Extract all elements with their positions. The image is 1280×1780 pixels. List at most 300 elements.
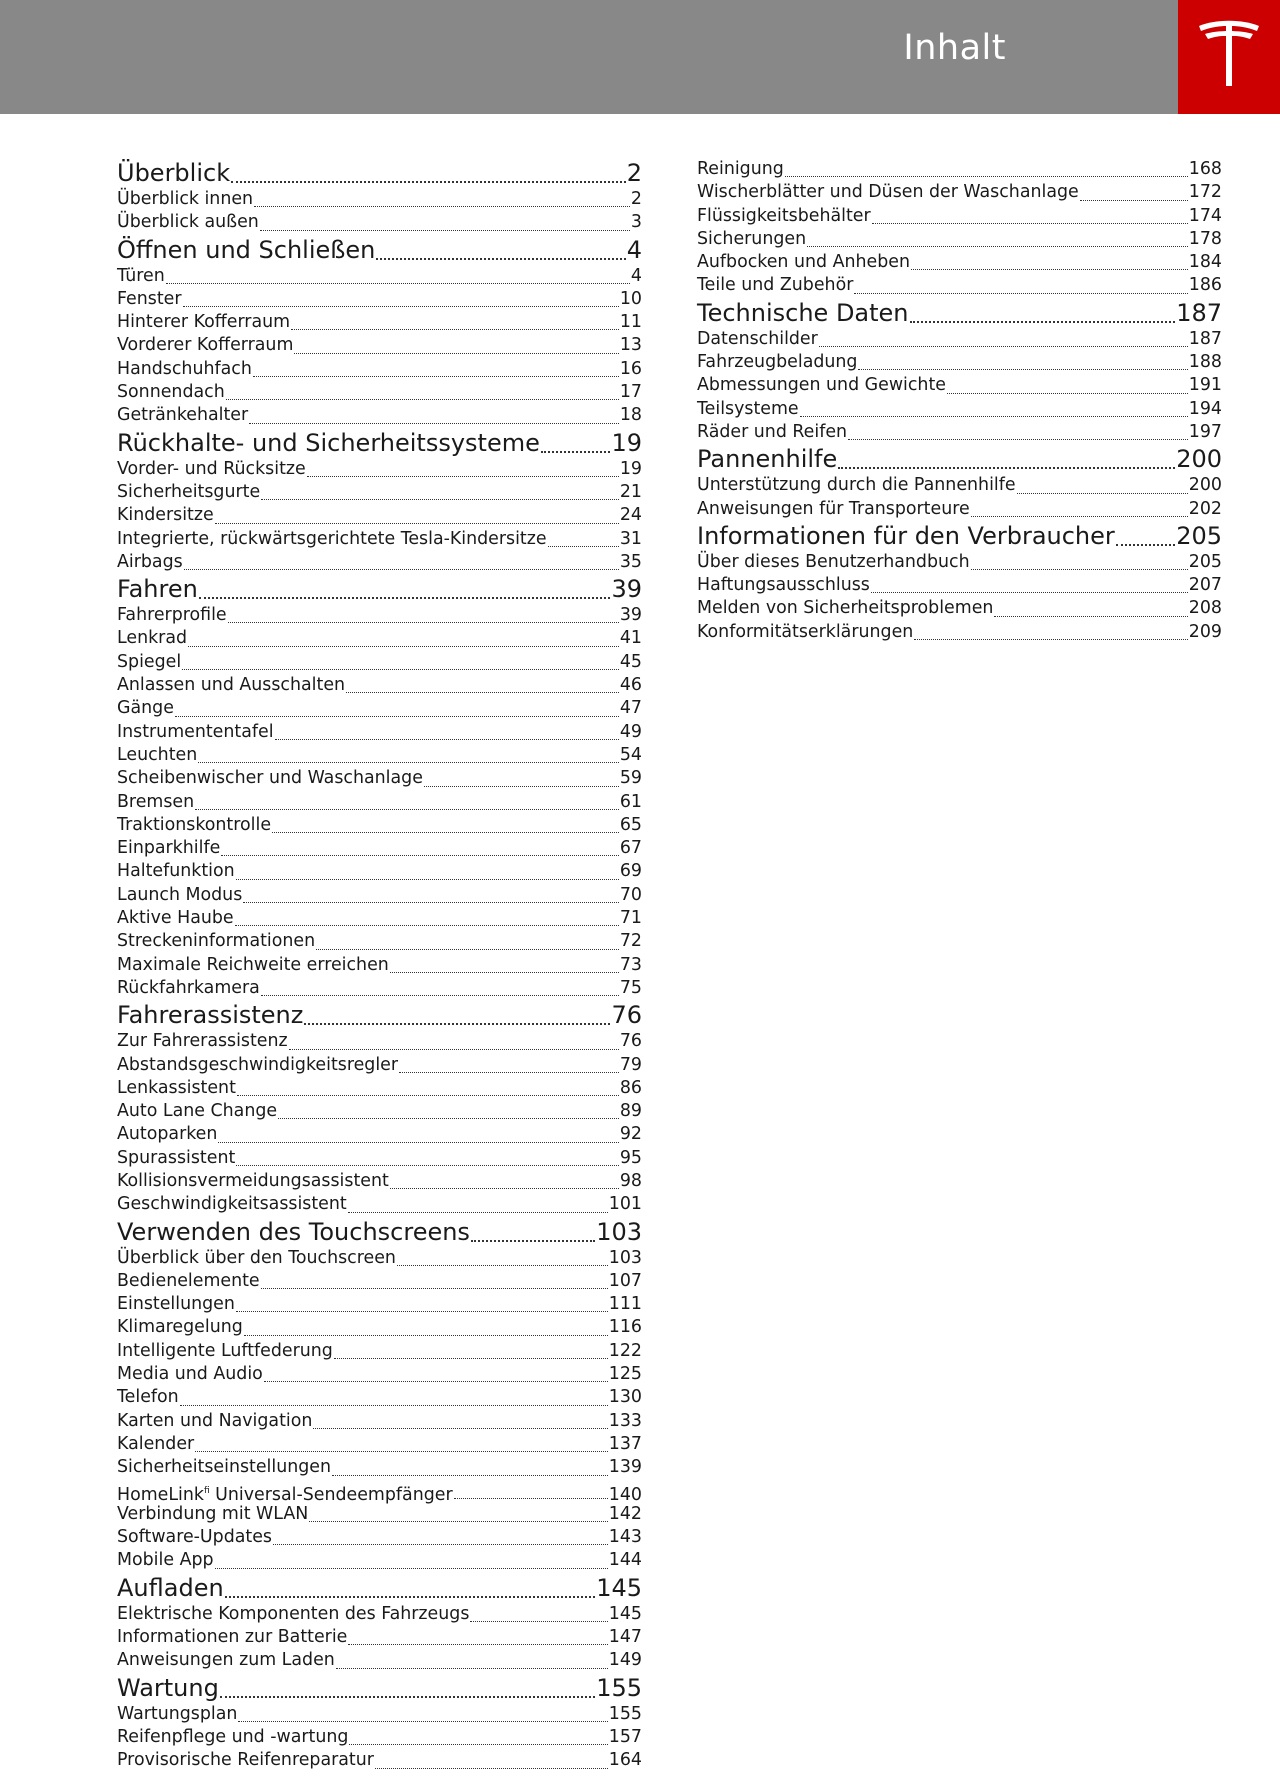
logo-box: [1178, 0, 1280, 114]
toc-page-number: 79: [619, 1054, 642, 1075]
toc-section-entry[interactable]: [117, 551, 642, 574]
toc-page-number: 207: [1188, 575, 1222, 596]
toc-section-entry[interactable]: [117, 288, 642, 311]
toc-section-entry[interactable]: [117, 1077, 642, 1100]
toc-section-entry[interactable]: [117, 1293, 642, 1316]
toc-page-number: 89: [619, 1101, 642, 1122]
toc-page-number: 155: [608, 1703, 642, 1724]
dot-leader: [294, 334, 618, 357]
toc-entry-label: HomeLink$^{fi}$ Universal-Sendeempfänger: [117, 1484, 453, 1505]
toc-section-entry[interactable]: [117, 1193, 642, 1216]
toc-entry-label: Traktionskontrolle: [117, 814, 272, 835]
toc-left-column: [117, 158, 642, 1773]
dot-leader: [195, 791, 619, 814]
toc-section-entry[interactable]: [697, 474, 1222, 497]
toc-entry-label: Spurassistent: [117, 1147, 236, 1168]
toc-page-number: 137: [608, 1433, 642, 1454]
toc-page-number: 49: [619, 721, 642, 742]
toc-entry-label: Sicherheitsgurte: [117, 481, 261, 502]
toc-page-number: 18: [619, 405, 642, 426]
dot-leader: [237, 1077, 619, 1100]
toc-page-number: 172: [1188, 182, 1222, 203]
toc-page-number: 184: [1188, 252, 1222, 273]
toc-section-entry[interactable]: [117, 334, 642, 357]
toc-page-number: 116: [608, 1317, 642, 1338]
toc-page-number: 205: [1176, 521, 1222, 550]
toc-section-entry[interactable]: [117, 1030, 642, 1053]
toc-section-entry[interactable]: [117, 358, 642, 381]
toc-section-entry[interactable]: [117, 1247, 642, 1270]
toc-entry-label: Datenschilder: [697, 328, 818, 349]
toc-section-entry[interactable]: [117, 1626, 642, 1649]
dot-leader: [304, 1000, 610, 1030]
toc-page-number: 103: [608, 1247, 642, 1268]
toc-section-entry[interactable]: [697, 158, 1222, 181]
toc-page-number: 2: [626, 159, 642, 187]
dot-leader: [183, 288, 619, 311]
toc-page-number: 10: [619, 288, 642, 309]
toc-section-entry[interactable]: [697, 421, 1222, 444]
dot-leader: [332, 1456, 608, 1479]
toc-entry-label: Vorderer Kofferraum: [117, 335, 294, 356]
dot-leader: [215, 1549, 608, 1572]
toc-entry-label: Einparkhilfe: [117, 838, 221, 859]
toc-entry-label: Fahren: [117, 575, 198, 604]
toc-entry-label: Anweisungen zum Laden: [117, 1650, 335, 1671]
toc-entry-label: Räder und Reifen: [697, 421, 848, 442]
toc-entry-label: Launch Modus: [117, 884, 243, 905]
toc-page-number: 75: [619, 977, 642, 998]
toc-entry-label: Türen: [117, 265, 165, 286]
toc-page-number: 139: [608, 1457, 642, 1478]
toc-chapter-entry[interactable]: [117, 158, 642, 188]
toc-section-entry[interactable]: [697, 374, 1222, 397]
toc-section-entry[interactable]: [117, 744, 642, 767]
dot-leader: [376, 235, 625, 265]
toc-page-number: 143: [608, 1527, 642, 1548]
dot-leader: [226, 381, 619, 404]
toc-section-entry[interactable]: [117, 627, 642, 650]
toc-section-entry[interactable]: [117, 651, 642, 674]
dot-leader: [541, 428, 611, 458]
toc-section-entry[interactable]: [117, 674, 642, 697]
toc-entry-label: Sicherheitseinstellungen: [117, 1457, 332, 1478]
toc-page-number: 65: [619, 814, 642, 835]
toc-section-entry[interactable]: [117, 528, 642, 551]
toc-page-number: 133: [608, 1410, 642, 1431]
toc-section-entry[interactable]: [117, 1480, 642, 1503]
dot-leader: [346, 674, 619, 697]
toc-section-entry[interactable]: [697, 328, 1222, 351]
toc-page-number: 47: [619, 698, 642, 719]
dot-leader: [273, 1526, 608, 1549]
toc-page-number: 200: [1176, 445, 1222, 474]
toc-entry-label: Software-Updates: [117, 1527, 272, 1548]
toc-entry-label: Airbags: [117, 551, 183, 572]
toc-section-entry[interactable]: [697, 551, 1222, 574]
toc-entry-label: Rückfahrkamera: [117, 977, 260, 998]
dot-leader: [261, 481, 619, 504]
toc-page-number: 11: [619, 312, 642, 333]
toc-entry-label: Haftungsausschluss: [697, 575, 870, 596]
toc-entry-label: Intelligente Luftfederung: [117, 1340, 333, 1361]
toc-page-number: 174: [1188, 205, 1222, 226]
dot-leader: [243, 884, 619, 907]
toc-section-entry[interactable]: [117, 1456, 642, 1479]
dot-leader: [858, 351, 1187, 374]
dot-leader: [236, 1147, 619, 1170]
dot-leader: [348, 1193, 608, 1216]
toc-entry-label: Elektrische Komponenten des Fahrzeugs: [117, 1603, 470, 1624]
toc-entry-label: Aufladen: [117, 1573, 224, 1602]
toc-entry-label: Karten und Navigation: [117, 1410, 313, 1431]
toc-section-entry[interactable]: [697, 181, 1222, 204]
toc-section-entry[interactable]: [117, 1433, 642, 1456]
toc-page-number: 54: [619, 744, 642, 765]
toc-section-entry[interactable]: [117, 721, 642, 744]
toc-page-number: 164: [608, 1750, 642, 1771]
dot-leader: [244, 1316, 608, 1339]
dot-leader: [838, 444, 1175, 474]
dot-leader: [819, 328, 1188, 351]
dot-leader: [349, 1726, 607, 1749]
toc-section-entry[interactable]: [697, 274, 1222, 297]
toc-entry-label: Zur Fahrerassistenz: [117, 1031, 288, 1052]
toc-section-entry[interactable]: [117, 791, 642, 814]
toc-page-number: 142: [608, 1503, 642, 1524]
toc-section-entry[interactable]: [117, 1123, 642, 1146]
dot-leader: [215, 504, 619, 527]
toc-section-entry[interactable]: [697, 228, 1222, 251]
toc-page-number: 67: [619, 838, 642, 859]
tesla-logo-icon: [1197, 20, 1261, 88]
toc-page-number: 3: [630, 212, 642, 233]
dot-leader: [470, 1603, 607, 1626]
toc-chapter-entry[interactable]: [117, 1573, 642, 1603]
toc-entry-label: Wartungsplan: [117, 1703, 238, 1724]
toc-entry-label: Kollisionsvermeidungsassistent: [117, 1170, 389, 1191]
dot-leader: [785, 158, 1188, 181]
toc-entry-label: Bremsen: [117, 791, 195, 812]
toc-page-number: 21: [619, 481, 642, 502]
toc-section-entry[interactable]: [117, 1549, 642, 1572]
toc-entry-label: Haltefunktion: [117, 861, 235, 882]
toc-section-entry[interactable]: [117, 1386, 642, 1409]
toc-section-entry[interactable]: [697, 251, 1222, 274]
toc-entry-label: Konformitätserklärungen: [697, 621, 914, 642]
dot-leader: [236, 1293, 608, 1316]
toc-entry-label: Getränkehalter: [117, 405, 249, 426]
toc-entry-label: Aufbocken und Anheben: [697, 252, 910, 273]
toc-chapter-entry[interactable]: [697, 521, 1222, 551]
toc-section-entry[interactable]: [117, 930, 642, 953]
toc-section-entry[interactable]: [117, 1147, 642, 1170]
toc-section-entry[interactable]: [117, 458, 642, 481]
toc-page-number: 41: [619, 628, 642, 649]
toc-entry-label: Überblick innen: [117, 189, 254, 209]
toc-chapter-entry[interactable]: [117, 1217, 642, 1247]
toc-section-entry[interactable]: [117, 697, 642, 720]
toc-page-number: 4: [630, 265, 642, 286]
toc-entry-label: Technische Daten: [697, 298, 909, 327]
toc-section-entry[interactable]: [117, 1726, 642, 1749]
toc-page-number: 186: [1188, 275, 1222, 296]
dot-leader: [911, 251, 1188, 274]
toc-section-entry[interactable]: [117, 1749, 642, 1772]
dot-leader: [249, 404, 619, 427]
dot-leader: [180, 1386, 608, 1409]
dot-leader: [316, 930, 619, 953]
dot-leader: [253, 358, 619, 381]
toc-entry-label: Kindersitze: [117, 505, 214, 526]
toc-section-entry[interactable]: [117, 504, 642, 527]
toc-entry-label: Spiegel: [117, 651, 182, 672]
dot-leader: [1116, 521, 1175, 551]
toc-page-number: 188: [1188, 352, 1222, 373]
toc-entry-label: Anlassen und Ausschalten: [117, 675, 346, 696]
toc-entry-label: Überblick außen: [117, 212, 259, 233]
toc-section-entry[interactable]: [117, 265, 642, 288]
dot-leader: [1080, 181, 1188, 204]
dot-leader: [390, 1170, 619, 1193]
toc-entry-label: Geschwindigkeitsassistent: [117, 1194, 347, 1215]
toc-chapter-entry[interactable]: [697, 444, 1222, 474]
toc-page-number: 76: [611, 1001, 642, 1030]
toc-section-entry[interactable]: [117, 481, 642, 504]
toc-section-entry[interactable]: [117, 1316, 642, 1339]
dot-leader: [260, 211, 630, 234]
toc-page-number: 16: [619, 358, 642, 379]
toc-entry-label: Über dieses Benutzerhandbuch: [697, 551, 970, 572]
toc-page-number: 208: [1188, 598, 1222, 619]
dot-leader: [390, 954, 619, 977]
toc-entry-label: Lenkassistent: [117, 1077, 236, 1098]
toc-section-entry[interactable]: [697, 351, 1222, 374]
toc-section-entry[interactable]: [697, 597, 1222, 620]
toc-section-entry[interactable]: [117, 954, 642, 977]
toc-section-entry[interactable]: [117, 1526, 642, 1549]
toc-page-number: 31: [619, 528, 642, 549]
toc-page-number: 72: [619, 931, 642, 952]
toc-page-number: 101: [608, 1194, 642, 1215]
toc-section-entry[interactable]: [117, 884, 642, 907]
toc-page-number: 59: [619, 768, 642, 789]
dot-leader: [548, 528, 619, 551]
dot-leader: [800, 398, 1188, 421]
toc-section-entry[interactable]: [117, 1340, 642, 1363]
toc-section-entry[interactable]: [697, 498, 1222, 521]
toc-entry-label: Pannenhilfe: [697, 445, 838, 474]
dot-leader: [313, 1410, 607, 1433]
toc-page-number: 73: [619, 954, 642, 975]
toc-entry-label: Instrumententafel: [117, 721, 274, 742]
toc-chapter-entry[interactable]: [117, 1000, 642, 1030]
toc-entry-label: Hinterer Kofferraum: [117, 312, 291, 333]
toc-chapter-entry[interactable]: [117, 574, 642, 604]
dot-leader: [225, 1573, 596, 1603]
dot-leader: [807, 228, 1188, 251]
toc-entry-label: Fahrerprofile: [117, 605, 227, 626]
toc-entry-label: Abmessungen und Gewichte: [697, 375, 946, 396]
toc-chapter-entry[interactable]: [117, 1673, 642, 1703]
dot-leader: [182, 651, 619, 674]
dot-leader: [336, 1649, 608, 1672]
toc-chapter-entry[interactable]: [117, 428, 642, 458]
toc-entry-label: Einstellungen: [117, 1294, 235, 1315]
toc-entry-label: Leuchten: [117, 744, 198, 765]
dot-leader: [914, 621, 1188, 644]
toc-right-column: [697, 158, 1222, 644]
dot-leader: [854, 274, 1187, 297]
toc-entry-label: Anweisungen für Transporteure: [697, 498, 970, 519]
toc-entry-label: Wischerblätter und Düsen der Waschanlage: [697, 182, 1079, 203]
dot-leader: [872, 205, 1188, 228]
toc-page-number: 39: [619, 605, 642, 626]
toc-section-entry[interactable]: [117, 1649, 642, 1672]
toc-entry-label: Fenster: [117, 288, 182, 309]
toc-section-entry[interactable]: [697, 574, 1222, 597]
toc-section-entry[interactable]: [117, 1503, 642, 1526]
toc-entry-label: Flüssigkeitsbehälter: [697, 205, 871, 226]
toc-page-number: 19: [611, 428, 642, 457]
toc-entry-label: Mobile App: [117, 1550, 214, 1571]
toc-entry-label: Integrierte, rückwärtsgerichtete Tesla-Kindersitze: [117, 528, 547, 549]
toc-section-entry[interactable]: [117, 814, 642, 837]
toc-section-entry[interactable]: [117, 1410, 642, 1433]
toc-page-number: 130: [608, 1387, 642, 1408]
toc-page-number: 205: [1188, 551, 1222, 572]
toc-entry-label: Aktive Haube: [117, 908, 234, 929]
toc-page-number: 69: [619, 861, 642, 882]
toc-page-number: 2: [630, 189, 642, 209]
dot-leader: [307, 458, 619, 481]
toc-page-number: 4: [626, 235, 642, 264]
dot-leader: [947, 374, 1188, 397]
toc-section-entry[interactable]: [697, 205, 1222, 228]
toc-section-entry[interactable]: [117, 860, 642, 883]
toc-section-entry[interactable]: [117, 404, 642, 427]
dot-leader: [289, 1030, 619, 1053]
toc-entry-label: Maximale Reichweite erreichen: [117, 954, 389, 975]
toc-page-number: 61: [619, 791, 642, 812]
dot-leader: [871, 574, 1188, 597]
toc-section-entry[interactable]: [117, 767, 642, 790]
dot-leader: [278, 1100, 619, 1123]
toc-entry-label: Informationen für den Verbraucher: [697, 521, 1115, 550]
dot-leader: [184, 551, 619, 574]
dot-leader: [272, 814, 619, 837]
dot-leader: [454, 1480, 608, 1503]
toc-entry-label: Kalender: [117, 1433, 195, 1454]
toc-entry-label: Autoparken: [117, 1124, 218, 1145]
toc-page-number: 45: [619, 651, 642, 672]
toc-entry-label: Bedienelemente: [117, 1270, 260, 1291]
dot-leader: [264, 1363, 608, 1386]
toc-page-number: 145: [596, 1573, 642, 1602]
toc-entry-label: Wartung: [117, 1673, 219, 1702]
toc-chapter-entry[interactable]: [697, 298, 1222, 328]
toc-page-number: 46: [619, 675, 642, 696]
dot-leader: [348, 1626, 607, 1649]
toc-entry-label: Teile und Zubehör: [697, 275, 854, 296]
dot-leader: [471, 1217, 595, 1247]
toc-section-entry[interactable]: [117, 1054, 642, 1077]
toc-page-number: 155: [596, 1673, 642, 1702]
toc-page-number: 197: [1188, 421, 1222, 442]
dot-leader: [235, 907, 619, 930]
toc-page-number: 187: [1188, 328, 1222, 349]
toc-chapter-entry[interactable]: [117, 235, 642, 265]
dot-leader: [291, 311, 619, 334]
dot-leader: [231, 158, 626, 188]
toc-section-entry[interactable]: [117, 1270, 642, 1293]
toc-page-number: 13: [619, 335, 642, 356]
dot-leader: [424, 767, 619, 790]
toc-section-entry[interactable]: [117, 1363, 642, 1386]
toc-page-number: 149: [608, 1650, 642, 1671]
toc-entry-label: Fahrzeugbeladung: [697, 352, 858, 373]
toc-page-number: 187: [1176, 298, 1222, 327]
toc-section-entry[interactable]: [117, 837, 642, 860]
page-header: [0, 0, 1280, 114]
toc-section-entry[interactable]: [117, 211, 642, 234]
dot-leader: [375, 1749, 608, 1772]
toc-page-number: 86: [619, 1077, 642, 1098]
toc-section-entry[interactable]: [697, 621, 1222, 644]
toc-section-entry[interactable]: [117, 1100, 642, 1123]
toc-page-number: 24: [619, 505, 642, 526]
toc-entry-label: Sonnendach: [117, 382, 225, 403]
toc-section-entry[interactable]: [117, 977, 642, 1000]
toc-entry-label: Öffnen und Schließen: [117, 235, 376, 264]
toc-section-entry[interactable]: [117, 381, 642, 404]
toc-entry-label: Verbindung mit WLAN: [117, 1503, 309, 1524]
dot-leader: [994, 597, 1187, 620]
toc-section-entry[interactable]: [117, 907, 642, 930]
dot-leader: [175, 697, 619, 720]
toc-page-number: 19: [619, 458, 642, 479]
toc-section-entry[interactable]: [117, 1603, 642, 1626]
dot-leader: [188, 627, 619, 650]
toc-entry-label: Melden von Sicherheitsproblemen: [697, 598, 994, 619]
toc-section-entry[interactable]: [117, 1703, 642, 1726]
toc-entry-label: Fahrerassistenz: [117, 1001, 304, 1030]
dot-leader: [309, 1503, 608, 1526]
toc-page-number: 200: [1188, 475, 1222, 496]
toc-section-entry[interactable]: [117, 604, 642, 627]
toc-page-number: 178: [1188, 228, 1222, 249]
toc-entry-label: Verwenden des Touchscreens: [117, 1217, 470, 1246]
dot-leader: [334, 1340, 608, 1363]
toc-section-entry[interactable]: [117, 1170, 642, 1193]
dot-leader: [228, 604, 619, 627]
toc-page-number: 145: [608, 1603, 642, 1624]
toc-section-entry[interactable]: [117, 188, 642, 211]
toc-entry-label: Lenkrad: [117, 628, 188, 649]
dot-leader: [971, 498, 1188, 521]
toc-entry-label: Informationen zur Batterie: [117, 1627, 348, 1648]
toc-section-entry[interactable]: [697, 398, 1222, 421]
toc-section-entry[interactable]: [117, 311, 642, 334]
toc-page-number: 107: [608, 1270, 642, 1291]
dot-leader: [910, 298, 1176, 328]
dot-leader: [218, 1123, 618, 1146]
dot-leader: [236, 860, 619, 883]
toc-entry-label: Teilsysteme: [697, 398, 799, 419]
dot-leader: [1017, 474, 1188, 497]
toc-page-number: 168: [1188, 159, 1222, 179]
toc-entry-label: Telefon: [117, 1387, 179, 1408]
